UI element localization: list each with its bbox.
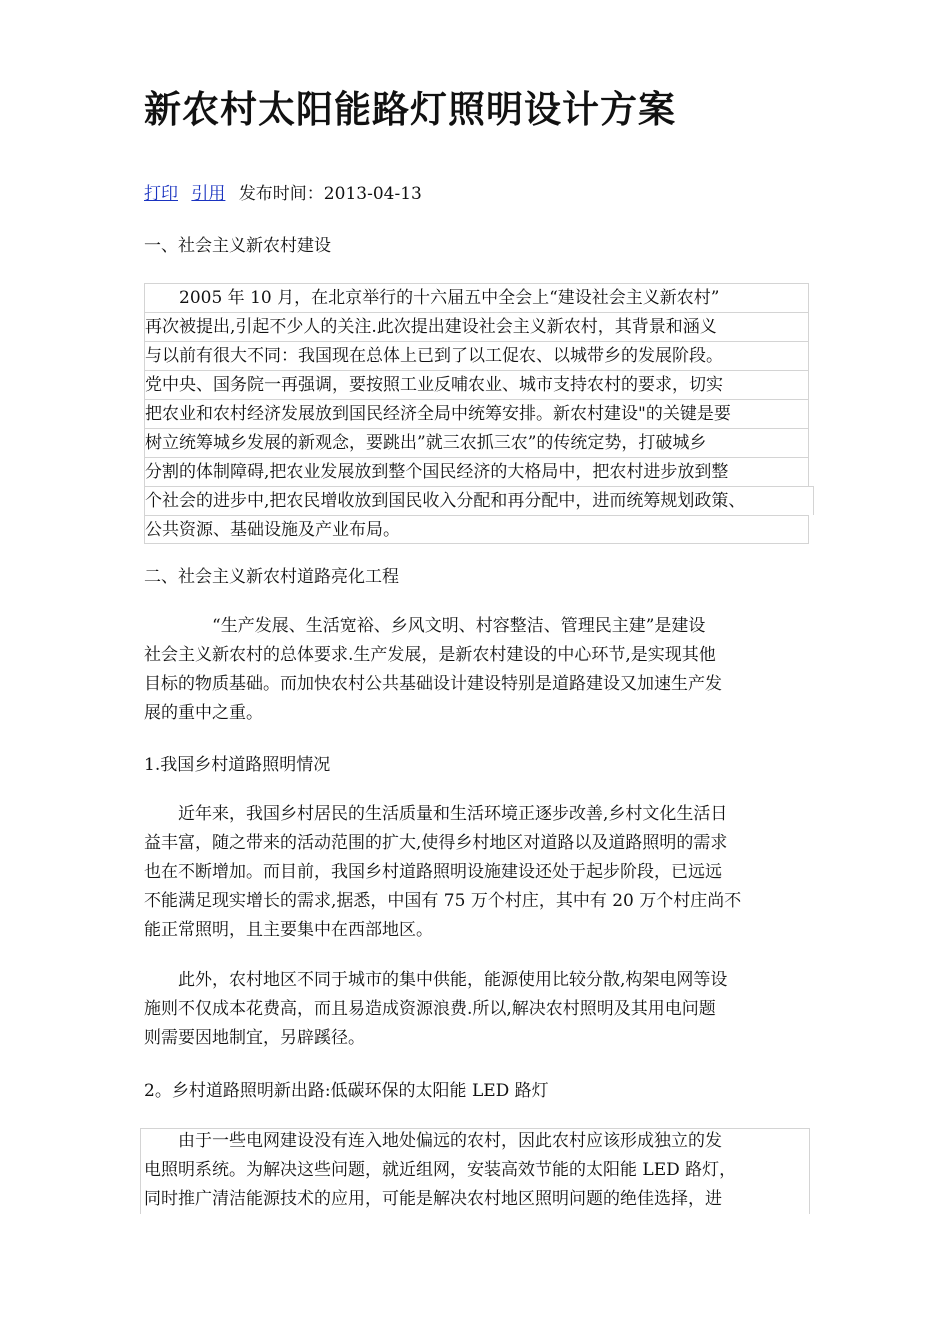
paragraph-line: 也在不断增加。而目前，我国乡村道路照明设施建设还处于起步阶段，已远远	[144, 862, 722, 882]
publish-date: 发布时间：2013-04-13	[238, 184, 422, 204]
article-title: 新农村太阳能路灯照明设计方案	[144, 88, 676, 131]
paragraph-line: 展的重中之重。	[144, 703, 263, 723]
paragraph-2	[144, 612, 814, 728]
paragraph-line: 近年来，我国乡村居民的生活质量和生活环境正逐步改善,乡村文化生活日	[144, 804, 728, 824]
paragraph-line: 社会主义新农村的总体要求.生产发展，是新农村建设的中心环节,是实现其他	[144, 645, 716, 665]
paragraph-line: 与以前有很大不同：我国现在总体上已到了以工促农、以城带乡的发展阶段。	[144, 341, 809, 370]
paragraph-line: 个社会的进步中,把农民增收放到国民收入分配和再分配中，进而统筹规划政策、	[144, 486, 814, 515]
paragraph-line: 能正常照明，且主要集中在西部地区。	[144, 920, 433, 940]
paragraph-line: 党中央、国务院一再强调，要按照工业反哺农业、城市支持农村的要求，切实	[144, 370, 809, 399]
paragraph-line: 由于一些电网建设没有连入地处偏远的农村，因此农村应该形成独立的发	[144, 1131, 722, 1151]
paragraph-line: 公共资源、基础设施及产业布局。	[144, 515, 809, 544]
paragraph-line: 益丰富，随之带来的活动范围的扩大,使得乡村地区对道路以及道路照明的需求	[144, 833, 728, 853]
paragraph-line: 则需要因地制宜，另辟蹊径。	[144, 1028, 365, 1048]
paragraph-line: “生产发展、生活宽裕、乡风文明、村容整洁、管理民主建”是建设	[144, 616, 706, 636]
print-link[interactable]: 打印	[144, 184, 178, 204]
paragraph-line: 电照明系统。为解决这些问题，就近组网，安装高效节能的太阳能 LED 路灯，	[144, 1160, 737, 1180]
section-heading-2: 二、社会主义新农村道路亮化工程	[144, 567, 399, 587]
paragraph-line: 再次被提出,引起不少人的关注.此次提出建设社会主义新农村，其背景和涵义	[144, 312, 809, 341]
section-heading-1: 一、社会主义新农村建设	[144, 236, 331, 256]
paragraph-1	[144, 283, 814, 544]
paragraph-line: 2005 年 10 月，在北京举行的十六届五中全会上“建设社会主义新农村”	[144, 283, 809, 312]
article-meta	[144, 180, 422, 208]
section-heading-4: 2。乡村道路照明新出路:低碳环保的太阳能 LED 路灯	[144, 1081, 549, 1101]
cite-link[interactable]: 引用	[191, 184, 226, 204]
paragraph-4	[144, 966, 814, 1053]
paragraph-line: 不能满足现实增长的需求,据悉，中国有 75 万个村庄，其中有 20 万个村庄尚不	[144, 891, 742, 911]
paragraph-line: 此外，农村地区不同于城市的集中供能，能源使用比较分散,构架电网等设	[144, 970, 728, 990]
section-heading-3: 1.我国乡村道路照明情况	[144, 755, 331, 775]
paragraph-line: 施则不仅成本花费高，而且易造成资源浪费.所以,解决农村照明及其用电问题	[144, 999, 716, 1019]
paragraph-line: 分割的体制障碍,把农业发展放到整个国民经济的大格局中，把农村进步放到整	[144, 457, 809, 486]
paragraph-5	[144, 1127, 814, 1214]
paragraph-line: 树立统筹城乡发展的新观念，要跳出”就三农抓三农”的传统定势，打破城乡	[144, 428, 809, 457]
paragraph-3	[144, 800, 814, 945]
paragraph-line: 同时推广清洁能源技术的应用，可能是解决农村地区照明问题的绝佳选择，进	[144, 1189, 722, 1209]
paragraph-line: 目标的物质基础。而加快农村公共基础设计建设特别是道路建设又加速生产发	[144, 674, 722, 694]
paragraph-line: 把农业和农村经济发展放到国民经济全局中统筹安排。新农村建设"的关键是要	[144, 399, 809, 428]
